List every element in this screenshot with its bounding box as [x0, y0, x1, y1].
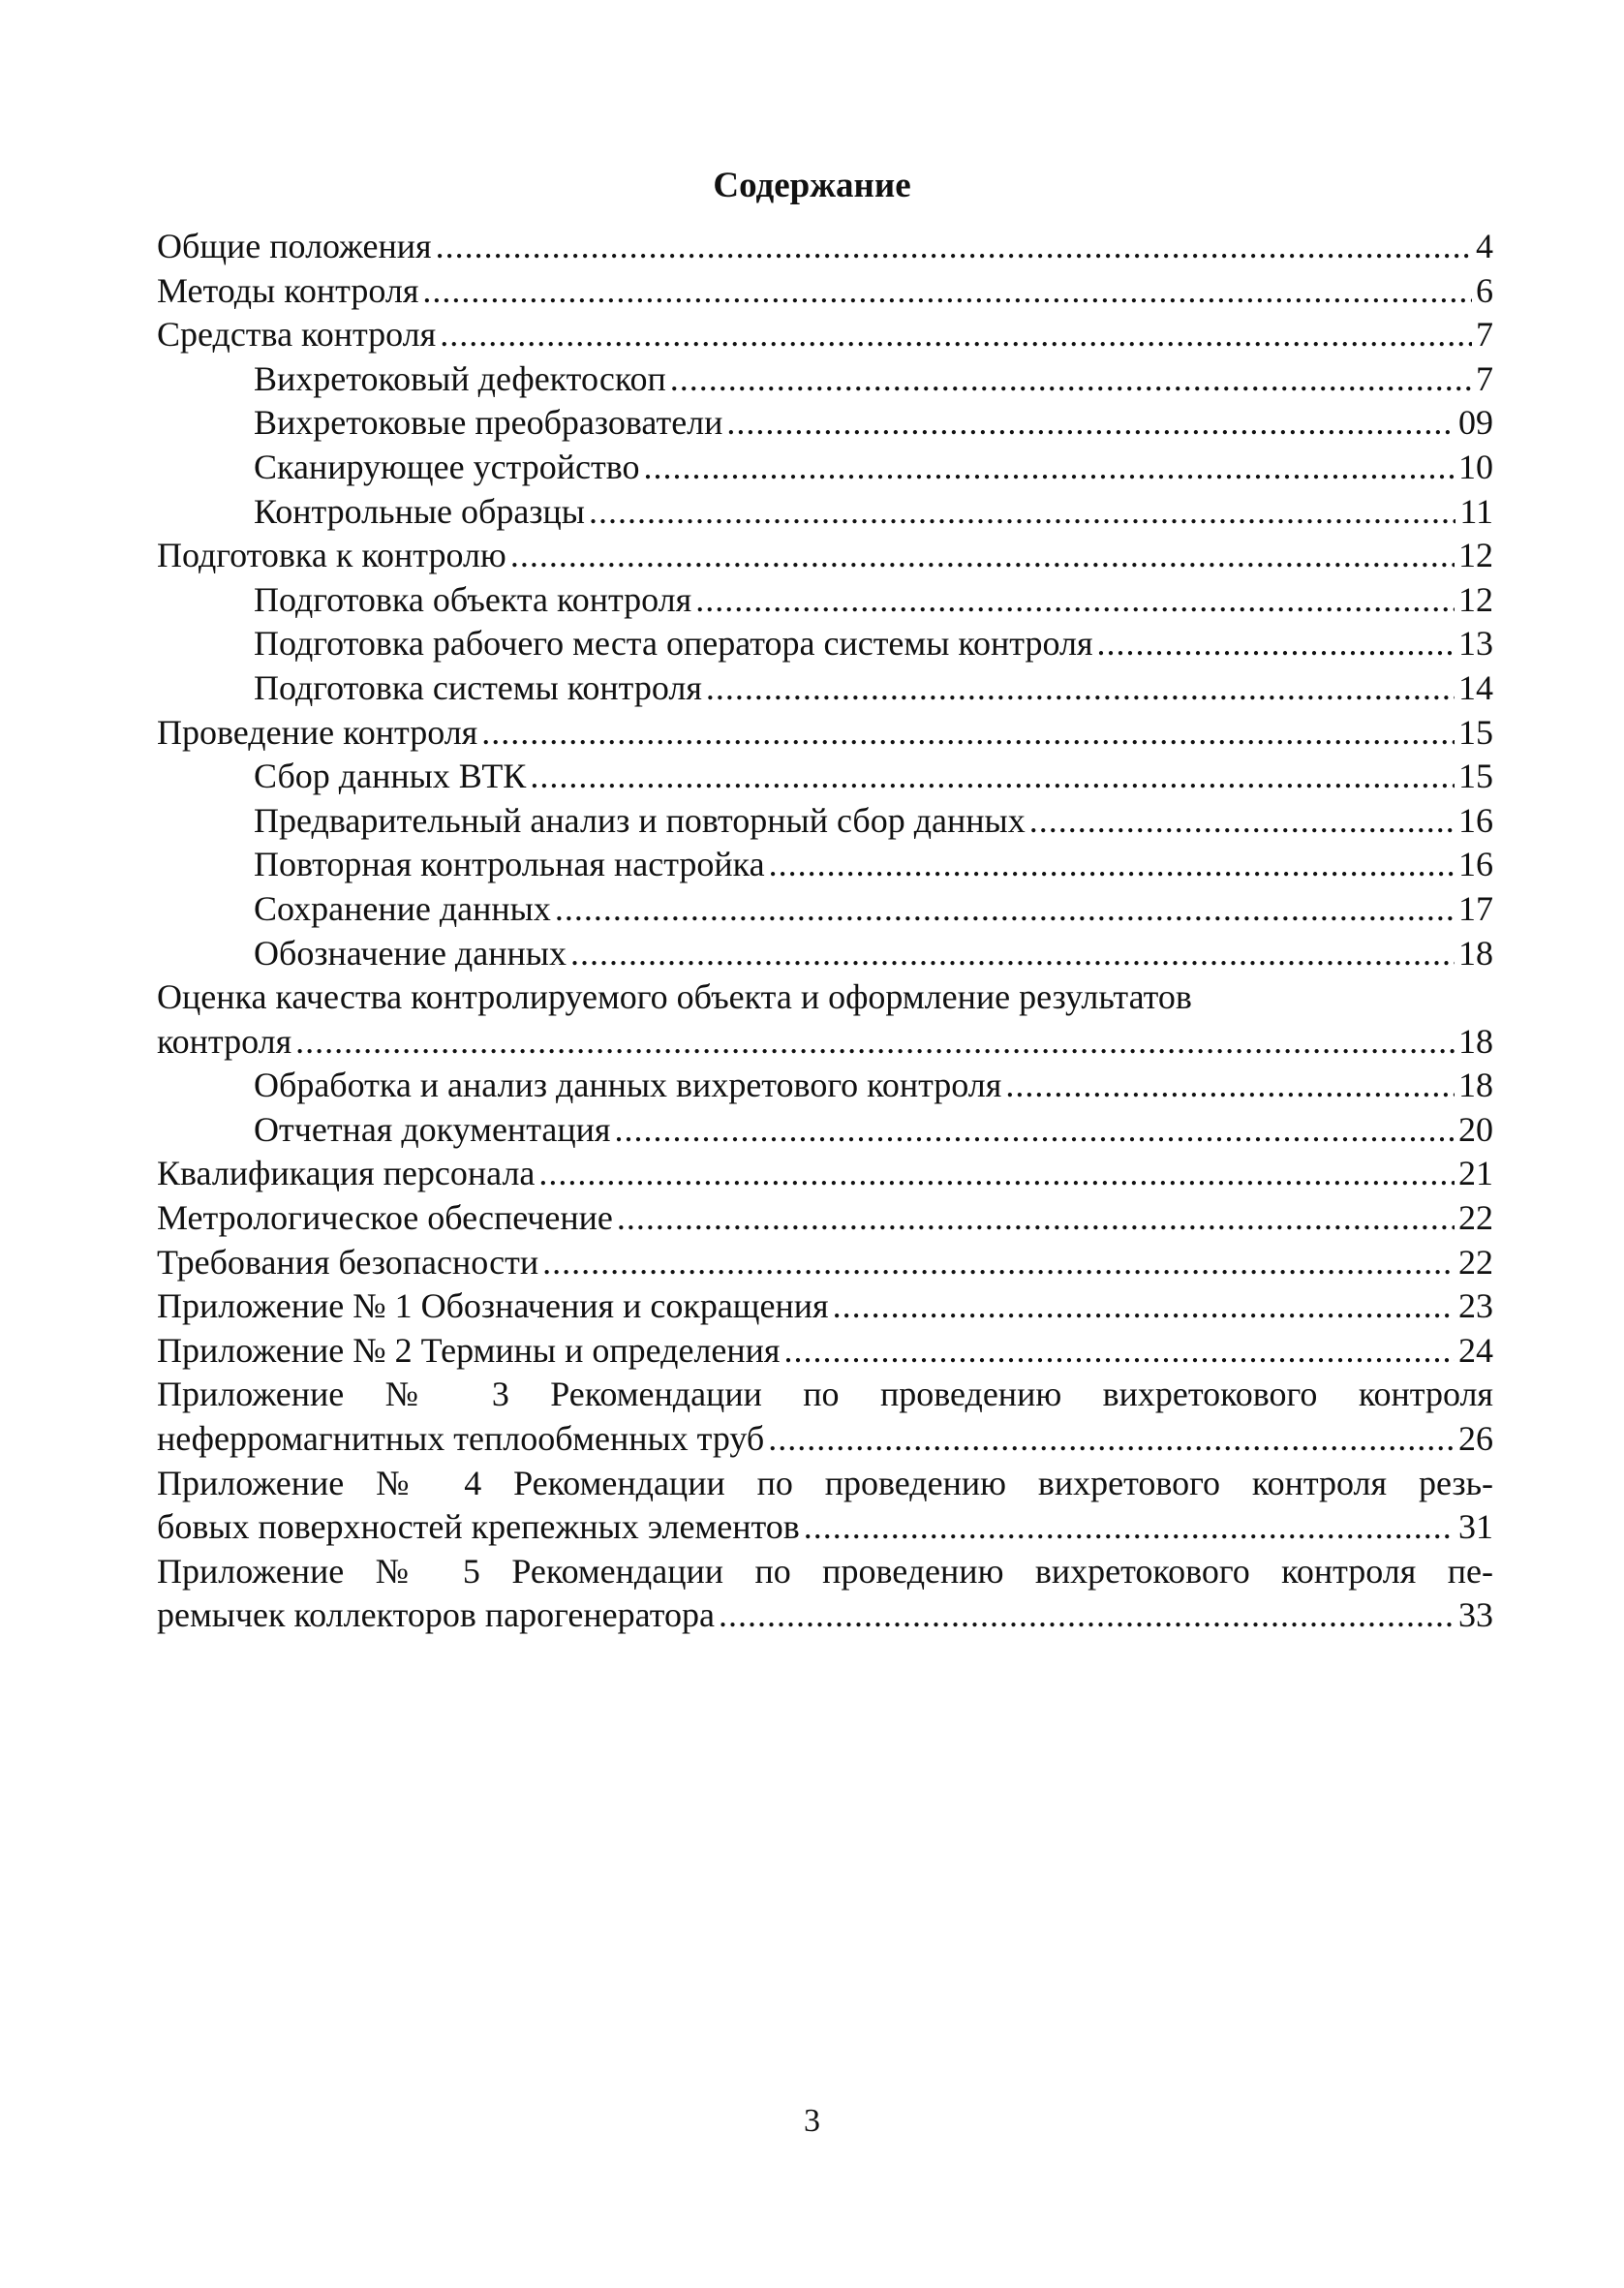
toc-entry-label: Повторная контрольная настройка — [254, 845, 765, 884]
page-number: 3 — [804, 2103, 820, 2139]
toc-entry-page: 4 — [1476, 227, 1493, 265]
toc-entry-page: 24 — [1458, 1330, 1493, 1370]
toc-entry-page: 22 — [1458, 1198, 1493, 1238]
toc-entry-page: 18 — [1458, 1021, 1493, 1061]
toc-entry-page: 13 — [1458, 624, 1493, 664]
toc-entry-label: ремычек коллекторов парогенератора — [157, 1595, 715, 1635]
toc-entry-label: Подготовка объекта контроля — [254, 579, 692, 619]
toc-entry-page: 7 — [1476, 315, 1493, 355]
toc-entry-label: контроля — [157, 1021, 292, 1061]
toc-entry-page: 11 — [1459, 491, 1493, 531]
toc-entry-appendix-multiline[interactable] — [157, 1550, 1493, 1638]
dot-leader — [436, 225, 1472, 269]
page-title: Содержание — [713, 166, 911, 205]
toc-entry-label: Квалификация персонала — [157, 1154, 536, 1193]
toc-entry-page: 12 — [1458, 579, 1493, 619]
toc-entry-page: 15 — [1458, 712, 1493, 752]
toc-entry-first-line: Оценка качества контролируемого объекта и оформление результатов — [157, 977, 1192, 1017]
dot-leader — [1097, 622, 1455, 666]
dot-leader — [643, 446, 1455, 490]
dot-leader — [542, 1241, 1455, 1285]
table-of-contents — [157, 225, 1493, 1638]
dot-leader — [833, 1284, 1455, 1329]
dot-leader — [783, 1329, 1455, 1374]
toc-entry-last-line — [157, 1020, 1493, 1065]
toc-entry-label: Контрольные образцы — [254, 491, 585, 531]
toc-entry-last-line — [157, 1505, 1493, 1550]
toc-subentry[interactable] — [157, 578, 1493, 623]
toc-entry-page: 7 — [1476, 358, 1493, 398]
toc-entry-first-line: Приложение № 4 Рекомендации по проведению вихретового контроля резь- — [157, 1463, 1493, 1502]
toc-entry-page: 15 — [1458, 757, 1493, 796]
toc-subentry[interactable] — [157, 490, 1493, 535]
toc-entry-label: Отчетная документация — [254, 1109, 611, 1149]
dot-leader — [695, 578, 1455, 623]
dot-leader — [670, 357, 1472, 402]
toc-subentry[interactable] — [157, 887, 1493, 932]
toc-subentry[interactable] — [157, 799, 1493, 844]
toc-entry-label: Метрологическое обеспечение — [157, 1198, 613, 1238]
toc-entry-label: Сбор данных ВТК — [254, 757, 527, 796]
toc-entry-first-line: Приложение № 5 Рекомендации по проведению вихретокового контроля пе- — [157, 1551, 1493, 1591]
toc-subentry[interactable] — [157, 755, 1493, 799]
toc-entry-label: Приложение № 2 Термины и определения — [157, 1330, 781, 1370]
dot-leader — [422, 269, 1472, 314]
dot-leader — [440, 313, 1472, 357]
toc-entry-label: Вихретоковый дефектоскоп — [254, 358, 666, 398]
toc-entry[interactable] — [157, 1196, 1493, 1241]
toc-entry-label: Методы контроля — [157, 270, 419, 310]
toc-entry-label: Вихретоковые преобразователи — [254, 403, 723, 443]
toc-entry-page: 31 — [1458, 1507, 1493, 1547]
toc-entry-label: Средства контроля — [157, 315, 437, 355]
toc-entry-page: 23 — [1458, 1286, 1493, 1326]
toc-entry[interactable] — [157, 1241, 1493, 1285]
toc-entry-label: Предварительный анализ и повторный сбор данных — [254, 800, 1026, 840]
toc-entry-appendix-multiline[interactable] — [157, 1373, 1493, 1461]
toc-entry[interactable] — [157, 1152, 1493, 1196]
dot-leader — [555, 887, 1455, 932]
toc-entry-label: Сканирующее устройство — [254, 447, 640, 486]
dot-leader — [1005, 1064, 1455, 1108]
toc-entry-label: Приложение № 1 Обозначения и сокращения — [157, 1286, 829, 1326]
dot-leader — [617, 1196, 1455, 1241]
toc-entry[interactable] — [157, 269, 1493, 314]
toc-entry-page: 12 — [1458, 536, 1493, 575]
toc-entry-label: Обозначение данных — [254, 933, 567, 973]
dot-leader — [726, 401, 1455, 446]
toc-subentry[interactable] — [157, 666, 1493, 711]
toc-subentry[interactable] — [157, 843, 1493, 887]
dot-leader — [706, 666, 1455, 711]
dot-leader — [769, 843, 1455, 887]
toc-entry[interactable] — [157, 225, 1493, 269]
toc-entry-label: Обработка и анализ данных вихретового контроля — [254, 1066, 1002, 1105]
toc-entry-label: Подготовка к контролю — [157, 536, 506, 575]
toc-entry-appendix[interactable] — [157, 1284, 1493, 1329]
toc-entry-label: Проведение контроля — [157, 712, 478, 752]
toc-entry-appendix[interactable] — [157, 1329, 1493, 1374]
dot-leader — [570, 932, 1455, 976]
toc-entry-page: 09 — [1458, 403, 1493, 443]
dot-leader — [538, 1152, 1455, 1196]
toc-subentry[interactable] — [157, 446, 1493, 490]
toc-entry-last-line — [157, 1417, 1493, 1462]
dot-leader — [481, 711, 1455, 756]
toc-entry-label: неферромагнитных теплообменных труб — [157, 1419, 765, 1459]
toc-entry-label: Требования безопасности — [157, 1242, 539, 1282]
toc-subentry[interactable] — [157, 932, 1493, 976]
toc-entry-label: Подготовка системы контроля — [254, 667, 702, 707]
dot-leader — [719, 1593, 1455, 1638]
toc-entry-last-line — [157, 1593, 1493, 1638]
toc-subentry[interactable] — [157, 1064, 1493, 1108]
dot-leader — [1029, 799, 1455, 844]
toc-entry-page: 18 — [1458, 1066, 1493, 1105]
dot-leader — [295, 1020, 1455, 1065]
toc-entry-label: Сохранение данных — [254, 888, 551, 928]
dot-leader — [804, 1505, 1455, 1550]
toc-entry-multiline[interactable] — [157, 975, 1493, 1064]
toc-entry-page: 20 — [1458, 1109, 1493, 1149]
dot-leader — [589, 490, 1455, 535]
toc-entry-page: 16 — [1458, 800, 1493, 840]
toc-entry-label: Подготовка рабочего места оператора системы контроля — [254, 624, 1093, 664]
dot-leader — [768, 1417, 1455, 1462]
toc-entry-first-line: Приложение № 3 Рекомендации по проведению вихретокового контроля — [157, 1375, 1493, 1414]
toc-subentry[interactable] — [157, 357, 1493, 402]
toc-entry-page: 26 — [1458, 1419, 1493, 1459]
toc-entry-page: 16 — [1458, 845, 1493, 884]
toc-entry-page: 33 — [1458, 1595, 1493, 1635]
toc-entry[interactable] — [157, 313, 1493, 357]
toc-entry-page: 17 — [1458, 888, 1493, 928]
toc-entry[interactable] — [157, 534, 1493, 578]
toc-entry-label: бовых поверхностей крепежных элементов — [157, 1507, 800, 1547]
toc-entry-page: 6 — [1476, 270, 1493, 310]
toc-entry-appendix-multiline[interactable] — [157, 1462, 1493, 1550]
toc-entry-page: 14 — [1458, 667, 1493, 707]
toc-subentry[interactable] — [157, 622, 1493, 666]
toc-entry-page: 22 — [1458, 1242, 1493, 1282]
dot-leader — [510, 534, 1455, 578]
toc-entry[interactable] — [157, 711, 1493, 756]
toc-entry-page: 21 — [1458, 1154, 1493, 1193]
toc-entry-page: 10 — [1458, 447, 1493, 486]
dot-leader — [614, 1108, 1455, 1153]
toc-entry-page: 18 — [1458, 933, 1493, 973]
toc-subentry[interactable] — [157, 1108, 1493, 1153]
toc-subentry[interactable] — [157, 401, 1493, 446]
dot-leader — [530, 755, 1455, 799]
toc-entry-label: Общие положения — [157, 227, 432, 265]
